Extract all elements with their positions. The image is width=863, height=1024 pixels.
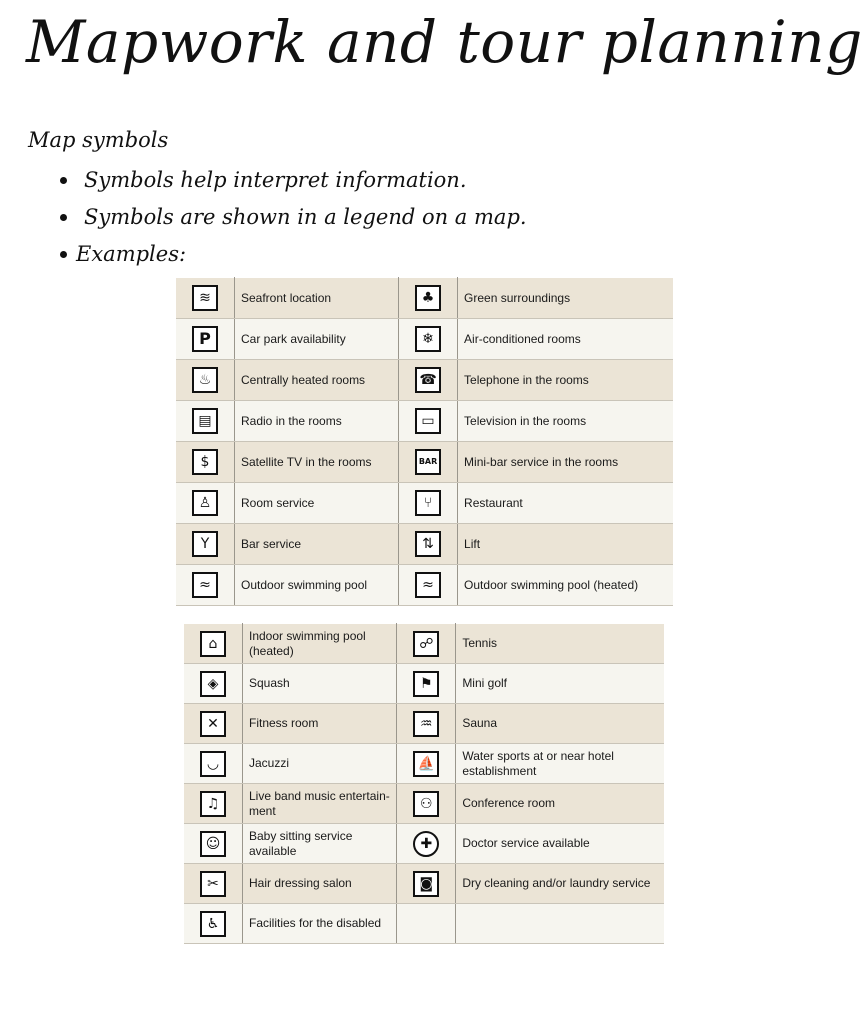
page-title: Mapwork and tour planning	[26, 8, 863, 76]
legend-label: Air-conditioned rooms	[464, 331, 581, 346]
legend-label: Radio in the rooms	[241, 413, 342, 428]
legend-label: Room service	[241, 495, 315, 510]
legend-icon-cell	[397, 744, 456, 784]
mini-golf-icon: ⚑	[413, 671, 439, 697]
legend-label-cell	[456, 664, 664, 704]
medical-cross-icon: ✚	[413, 831, 439, 857]
legend-label: Sauna	[462, 716, 498, 730]
legend-label: Facilities for the disabled	[249, 916, 382, 930]
legend-label-cell	[456, 784, 664, 824]
legend-label: Centrally heated rooms	[241, 372, 366, 387]
legend-row	[176, 360, 673, 401]
legend-row	[176, 483, 673, 524]
legend-label: Tennis	[462, 636, 497, 650]
conference-icon: ⚇	[413, 791, 439, 817]
legend-label-cell	[458, 278, 673, 319]
legend-icon-cell	[397, 904, 456, 944]
cocktail-glass-icon: Y	[192, 531, 218, 557]
legend-icon-cell	[399, 565, 458, 606]
legend-label-cell	[456, 904, 664, 944]
legend-label-cell	[458, 319, 673, 360]
legend-row	[184, 744, 664, 784]
bullet-item: Symbols are shown in a legend on a map.	[56, 199, 527, 236]
legend-row	[184, 784, 664, 824]
hair-dressing-icon: ✂	[200, 871, 226, 897]
legend-label-cell	[235, 401, 399, 442]
legend-icon-cell	[176, 360, 235, 401]
legend-label: Television in the rooms	[464, 413, 587, 428]
tennis-icon: ☍	[413, 631, 439, 657]
legend-label: Outdoor swimming pool (heated)	[464, 577, 639, 592]
sauna-icon: ♒	[413, 711, 439, 737]
telephone-icon: ☎	[415, 367, 441, 393]
legend-icon-cell	[399, 401, 458, 442]
legend-icon-cell	[176, 565, 235, 606]
legend-row	[184, 624, 664, 664]
legend-label-cell	[235, 278, 399, 319]
legend-label: Telephone in the rooms	[464, 372, 589, 387]
legend-icon-cell	[397, 784, 456, 824]
legend-icon-cell	[399, 360, 458, 401]
heated-outdoor-pool-icon: ≈	[415, 572, 441, 598]
legend-label: Water sports at or near hotel establishment	[462, 748, 614, 778]
legend-label: Dry cleaning and/or laundry service	[462, 876, 651, 890]
legend-label-cell	[243, 824, 397, 864]
legend-label-cell	[456, 704, 664, 744]
legend-label-cell	[456, 624, 664, 664]
legend-icon-cell	[184, 784, 243, 824]
legend-icon-cell	[184, 704, 243, 744]
legend-row	[176, 401, 673, 442]
room-service-icon: ♙	[192, 490, 218, 516]
legend-label-cell	[243, 704, 397, 744]
legend-icon-cell	[176, 524, 235, 565]
legend-label-cell	[243, 744, 397, 784]
radiator-icon: ♨	[192, 367, 218, 393]
legend-row	[184, 904, 664, 944]
indoor-pool-icon: ⌂	[200, 631, 226, 657]
air-conditioning-icon: ❄	[415, 326, 441, 352]
legend-row	[176, 278, 673, 319]
legend-label-cell	[235, 319, 399, 360]
legend-label-cell	[456, 864, 664, 904]
legend-icon-cell	[397, 664, 456, 704]
legend-icon-cell	[399, 319, 458, 360]
legend-icon-cell	[399, 442, 458, 483]
bullet-list	[56, 162, 527, 273]
legend-label: Satellite TV in the rooms	[241, 454, 372, 469]
legend-label-cell	[458, 565, 673, 606]
restaurant-icon: ⑂	[415, 490, 441, 516]
outdoor-pool-icon: ≈	[192, 572, 218, 598]
legend-icon-cell	[184, 904, 243, 944]
satellite-tv-icon: $	[192, 449, 218, 475]
legend-icon-cell	[184, 824, 243, 864]
legend-label-cell	[235, 483, 399, 524]
legend-label-cell	[458, 524, 673, 565]
legend-row	[184, 664, 664, 704]
legend-label: Restaurant	[464, 495, 523, 510]
mini-bar-icon: BAR	[415, 449, 441, 475]
baby-sitting-icon: ☺	[200, 831, 226, 857]
legend-label-cell	[456, 824, 664, 864]
legend-row	[176, 524, 673, 565]
legend-row	[176, 319, 673, 360]
legend-icon-cell	[176, 442, 235, 483]
legend-icon-cell	[397, 864, 456, 904]
legend-icon-cell	[184, 864, 243, 904]
legend-icon-cell	[184, 744, 243, 784]
television-icon: ▭	[415, 408, 441, 434]
legend-icon-cell	[176, 483, 235, 524]
legend-label: Mini golf	[462, 676, 507, 690]
legend-label-cell	[235, 442, 399, 483]
map-symbols-legend-table-2	[184, 623, 664, 944]
legend-row	[184, 704, 664, 744]
legend-label-cell	[458, 442, 673, 483]
legend-label: Doctor service available	[462, 836, 590, 850]
legend-label-cell	[243, 904, 397, 944]
music-note-icon: ♫	[200, 791, 226, 817]
legend-label: Lift	[464, 536, 481, 551]
bullet-item: Symbols help interpret information.	[56, 162, 527, 199]
legend-icon-cell	[397, 824, 456, 864]
legend-icon-cell	[176, 401, 235, 442]
legend-label: Live band music entertain-ment	[249, 788, 390, 818]
parking-icon: P	[192, 326, 218, 352]
bullet-item: Examples:	[56, 236, 527, 273]
legend-label-cell	[456, 744, 664, 784]
legend-icon-cell	[176, 319, 235, 360]
legend-icon-cell	[184, 624, 243, 664]
legend-icon-cell	[399, 278, 458, 319]
lift-icon: ⇅	[415, 531, 441, 557]
waves-icon: ≋	[192, 285, 218, 311]
fitness-icon: ✕	[200, 711, 226, 737]
legend-label-cell	[235, 565, 399, 606]
legend-label: Seafront location	[241, 290, 332, 305]
legend-label: Baby sitting service available	[249, 828, 353, 858]
legend-label: Green surroundings	[464, 290, 571, 305]
jacuzzi-icon: ◡	[200, 751, 226, 777]
legend-label-cell	[243, 624, 397, 664]
section-heading: Map symbols	[28, 128, 169, 152]
legend-label: Jacuzzi	[249, 756, 290, 770]
legend-label: Indoor swimming pool (heated)	[249, 628, 366, 658]
legend-icon-cell	[397, 624, 456, 664]
legend-row	[184, 824, 664, 864]
legend-icon-cell	[399, 483, 458, 524]
legend-label: Conference room	[462, 796, 556, 810]
map-symbols-legend-table-1	[176, 277, 673, 606]
tree-icon: ♣	[415, 285, 441, 311]
wheelchair-icon: ♿	[200, 911, 226, 937]
legend-label-cell	[458, 401, 673, 442]
legend-icon-cell	[399, 524, 458, 565]
radio-icon: ▤	[192, 408, 218, 434]
legend-icon-cell	[176, 278, 235, 319]
legend-label-cell	[458, 483, 673, 524]
legend-label-cell	[243, 864, 397, 904]
legend-row	[176, 442, 673, 483]
legend-label-cell	[235, 524, 399, 565]
legend-label: Squash	[249, 676, 290, 690]
legend-label-cell	[458, 360, 673, 401]
legend-label: Hair dressing salon	[249, 876, 352, 890]
legend-label-cell	[243, 784, 397, 824]
legend-icon-cell	[397, 704, 456, 744]
sailboat-icon: ⛵	[413, 751, 439, 777]
legend-label: Fitness room	[249, 716, 319, 730]
legend-icon-cell	[184, 664, 243, 704]
legend-label: Outdoor swimming pool	[241, 577, 368, 592]
squash-icon: ◈	[200, 671, 226, 697]
washing-machine-icon: ◙	[413, 871, 439, 897]
legend-label-cell	[243, 664, 397, 704]
legend-label-cell	[235, 360, 399, 401]
legend-label: Bar service	[241, 536, 302, 551]
legend-label: Mini-bar service in the rooms	[464, 454, 619, 469]
legend-row	[184, 864, 664, 904]
legend-label: Car park availability	[241, 331, 346, 346]
legend-row	[176, 565, 673, 606]
